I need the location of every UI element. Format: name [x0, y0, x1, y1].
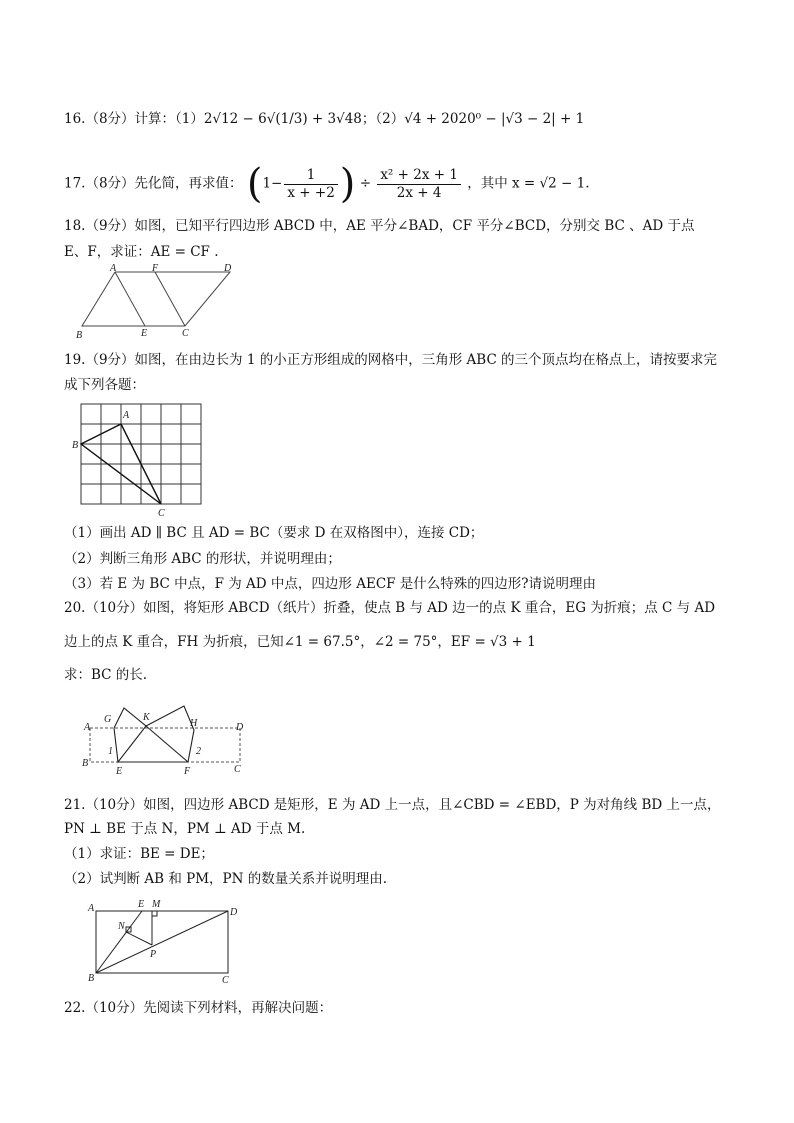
fig20-label-k: K	[143, 712, 150, 723]
fig20-label-f: F	[184, 766, 191, 777]
question-21-line-2: PN ⊥ BE 于点 N，PM ⊥ AD 于点 M.	[64, 821, 306, 837]
question-16-text: 16.（8分）计算：（1）2√12 − 6√(1/3) + 3√48；（2）√4 + 2020⁰ − |√3 − 2| + 1	[64, 111, 585, 127]
fig21-label-e: E	[138, 899, 145, 910]
figure-21-rectangle	[86, 895, 246, 985]
fig20-label-h: H	[190, 718, 198, 729]
fraction-2-denominator: 2x + 4	[396, 184, 442, 201]
left-paren: (	[246, 161, 263, 207]
fig18-label-f: F	[152, 263, 159, 274]
question-18-line-1: 18.（9分）如图，已知平行四边形 ABCD 中，AE 平分∠BAD，CF 平分∠BCD，分别交 BC 、AD 于点	[64, 218, 695, 234]
fig19-label-a: A	[123, 410, 130, 421]
fig18-label-e: E	[141, 328, 148, 339]
fig21-label-p: P	[150, 949, 157, 960]
question-17	[64, 161, 590, 207]
fig20-label-g: G	[104, 714, 112, 725]
fraction-2	[377, 167, 461, 202]
fig21-label-a: A	[88, 903, 95, 914]
question-17-head: 17.（8分）先化简，再求值：	[64, 175, 243, 192]
fig20-label-c: C	[234, 764, 241, 775]
right-paren: )	[339, 161, 356, 207]
fig19-label-c: C	[158, 508, 165, 519]
question-17-tail: ，其中 x = √2 − 1.	[467, 175, 590, 192]
question-19-line-1: 19.（9分）如图，在由边长为 1 的小正方形组成的网格中，三角形 ABC 的三个顶点均在格点上，请按要求完	[64, 352, 718, 368]
figure-18-parallelogram	[70, 262, 240, 342]
question-20-line-2: 边上的点 K 重合，FH 为折痕，已知∠1 = 67.5°，∠2 = 75°，EF = √3 + 1	[64, 634, 536, 650]
fig20-label-a: A	[84, 722, 91, 733]
fig19-label-b: B	[72, 440, 79, 451]
fig18-label-d: D	[224, 263, 232, 274]
fraction-1	[284, 167, 337, 202]
fig20-label-b: B	[82, 758, 89, 769]
fraction-2-numerator: x² + 2x + 1	[377, 167, 461, 185]
question-19-sub-2: （2）判断三角形 ABC 的形状，并说明理由；	[64, 551, 341, 567]
question-21-sub-1: （1）求证：BE = DE；	[64, 846, 214, 862]
fig21-label-b: B	[88, 973, 95, 984]
fig18-label-a: A	[110, 263, 117, 274]
fig18-label-b: B	[76, 330, 83, 341]
fig20-label-angle-1: 1	[108, 746, 113, 757]
question-19-sub-3: （3）若 E 为 BC 中点，F 为 AD 中点，四边形 AECF 是什么特殊的四边形?请说明理由	[64, 576, 597, 592]
fraction-1-denominator: x + +2	[287, 184, 335, 201]
fig21-label-m: M	[152, 899, 161, 910]
question-18-line-2: E、F，求证：AE = CF .	[64, 244, 219, 260]
fig21-label-c: C	[222, 975, 229, 985]
question-20-line-3: 求：BC 的长.	[64, 667, 148, 683]
question-21-sub-2: （2）试判断 AB 和 PM，PN 的数量关系并说明理由.	[64, 871, 388, 887]
divide-sign: ÷	[359, 175, 372, 192]
fig18-label-c: C	[182, 328, 189, 339]
fig21-label-n: N	[118, 921, 125, 932]
question-19-line-2: 成下列各题：	[64, 377, 145, 393]
figure-20-folding	[76, 700, 256, 780]
fig20-label-angle-2: 2	[196, 746, 201, 757]
question-21-line-1: 21.（10分）如图，四边形 ABCD 是矩形，E 为 AD 上一点，且∠CBD = ∠EBD，P 为对角线 BD 上一点，	[64, 797, 721, 813]
fraction-1-numerator: 1	[284, 167, 337, 185]
fig21-label-d: D	[230, 907, 238, 918]
figure-19-grid	[68, 400, 208, 520]
fig20-label-e: E	[116, 766, 123, 777]
question-20-line-1: 20.（10分）如图，将矩形 ABCD（纸片）折叠，使点 B 与 AD 边一的点 K 重合，EG 为折痕；点 C 与 AD	[64, 600, 716, 616]
question-16	[64, 110, 584, 128]
question-19-sub-1: （1）画出 AD ∥ BC 且 AD = BC（要求 D 在双格图中），连接 CD；	[64, 525, 484, 541]
question-22: 22.（10分）先阅读下列材料，再解决问题：	[64, 1000, 333, 1016]
fig20-label-d: D	[236, 722, 244, 733]
one-minus: 1−	[262, 175, 283, 192]
